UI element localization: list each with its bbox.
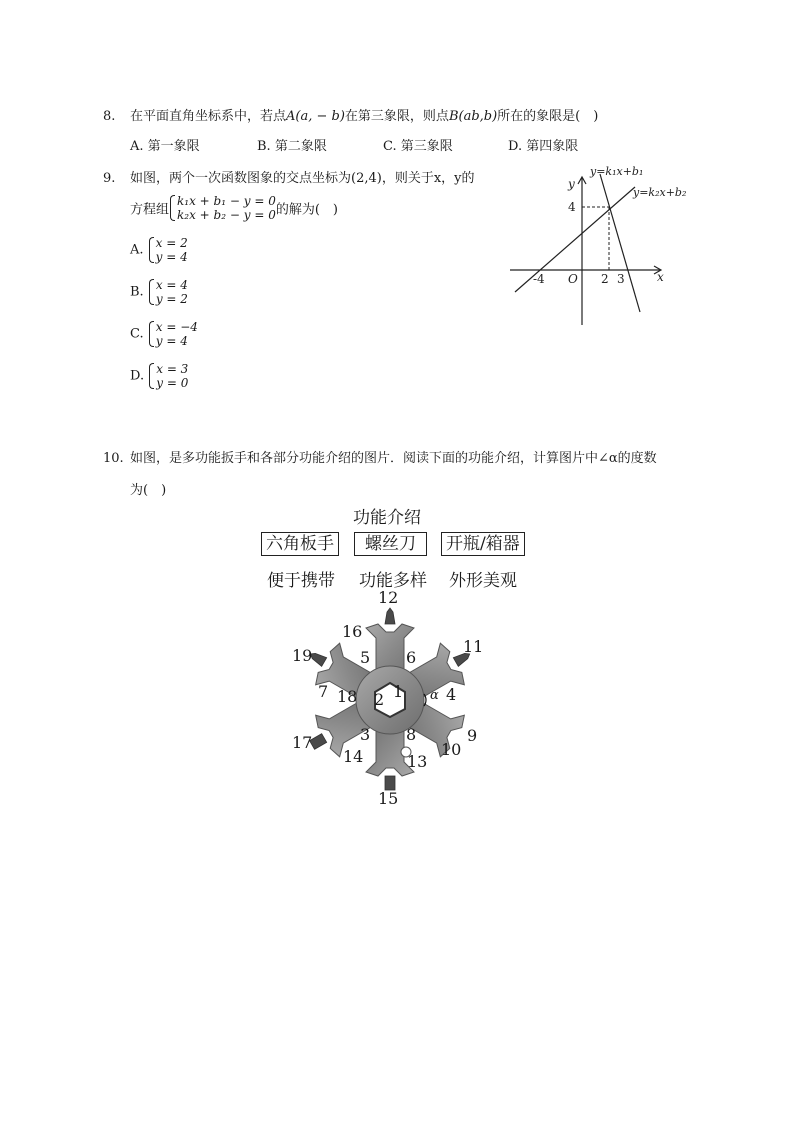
q9-equation-system: k₁x + b₁ − y = 0 k₂x + b₂ − y = 0 xyxy=(169,194,276,222)
label-9: 9 xyxy=(467,726,478,745)
label-17: 17 xyxy=(292,733,313,752)
bit-bottom-icon xyxy=(385,776,395,790)
bottle-opener-box: 开瓶/箱器 xyxy=(441,532,525,556)
label-alpha: α xyxy=(430,688,439,703)
q10-number: 10. xyxy=(103,451,124,466)
q9-line1: 如图，两个一次函数图象的交点坐标为(2,4)，则关于x，y的 xyxy=(130,171,475,186)
q10-stem-line2: 为( ) xyxy=(130,483,167,498)
tick-x2: 2 xyxy=(601,272,609,286)
tick-xm4: -4 xyxy=(533,272,545,286)
q9-option-b[interactable]: B. x = 4 y = 2 xyxy=(130,278,188,306)
q10-stem-line1 xyxy=(103,447,657,466)
q9-option-c[interactable]: C. x = −4 y = 4 xyxy=(130,320,198,348)
caption-multifunction: 功能多样 xyxy=(359,571,427,591)
label-14: 14 xyxy=(343,747,364,766)
line2-label: y=k₂x+b₂ xyxy=(633,186,687,199)
q8-stem xyxy=(103,105,598,124)
origin-label: O xyxy=(568,272,578,286)
label-3: 3 xyxy=(360,725,371,744)
label-16: 16 xyxy=(342,622,363,641)
hex-wrench-box: 六角板手 xyxy=(261,532,339,556)
q8-option-c[interactable]: C. 第三象限 xyxy=(383,139,453,154)
label-15: 15 xyxy=(378,789,399,808)
label-4: 4 xyxy=(446,685,457,704)
label-5: 5 xyxy=(360,648,371,667)
q9-number: 9. xyxy=(103,171,116,186)
q9-option-d[interactable]: D. x = 3 y = 0 xyxy=(130,362,189,390)
q8-option-b[interactable]: B. 第二象限 xyxy=(257,139,327,154)
label-10: 10 xyxy=(441,740,462,759)
q8-option-a[interactable]: A. 第一象限 xyxy=(130,139,200,154)
q8-option-d[interactable]: D. 第四象限 xyxy=(508,139,579,154)
label-11: 11 xyxy=(463,637,484,656)
screwdriver-box: 螺丝刀 xyxy=(354,532,427,556)
label-7: 7 xyxy=(318,682,329,701)
q8-point-a: A(a, − b) xyxy=(286,109,345,124)
tick-y4: 4 xyxy=(568,200,576,214)
q8-text-a: 在平面直角坐标系中，若点 xyxy=(130,109,287,124)
bit-top-icon xyxy=(385,608,395,624)
q10-line1: 如图，是多功能扳手和各部分功能介绍的图片．阅读下面的功能介绍，计算图片中∠α的度数 xyxy=(130,451,657,466)
q9-option-a[interactable]: A. x = 2 y = 4 xyxy=(130,236,188,264)
label-2: 2 xyxy=(374,690,385,709)
q8-point-b: B(ab,b) xyxy=(448,109,498,124)
q9-stem-line1 xyxy=(103,167,475,186)
label-12: 12 xyxy=(378,588,399,607)
function-title: 功能介绍 xyxy=(353,508,421,528)
q8-text-c: 所在的象限是( ) xyxy=(497,109,599,124)
x-axis-label: x xyxy=(657,270,664,284)
q8-number: 8. xyxy=(103,109,116,124)
label-19: 19 xyxy=(292,646,313,665)
label-6: 6 xyxy=(406,648,417,667)
y-axis-label: y xyxy=(568,177,575,191)
tick-x3: 3 xyxy=(617,272,625,286)
q9-stem-line2: 方程组k₁x + b₁ − y = 0 k₂x + b₂ − y = 0的解为( ) xyxy=(130,194,338,222)
caption-portable: 便于携带 xyxy=(267,571,335,591)
q9-graph xyxy=(505,160,687,330)
label-8: 8 xyxy=(406,725,417,744)
caption-appearance: 外形美观 xyxy=(449,571,517,591)
line1-label: y=k₁x+b₁ xyxy=(590,165,644,178)
label-18: 18 xyxy=(337,687,358,706)
label-1: 1 xyxy=(393,682,404,701)
q8-text-b: 在第三象限，则点 xyxy=(344,109,449,124)
label-13: 13 xyxy=(407,752,428,771)
